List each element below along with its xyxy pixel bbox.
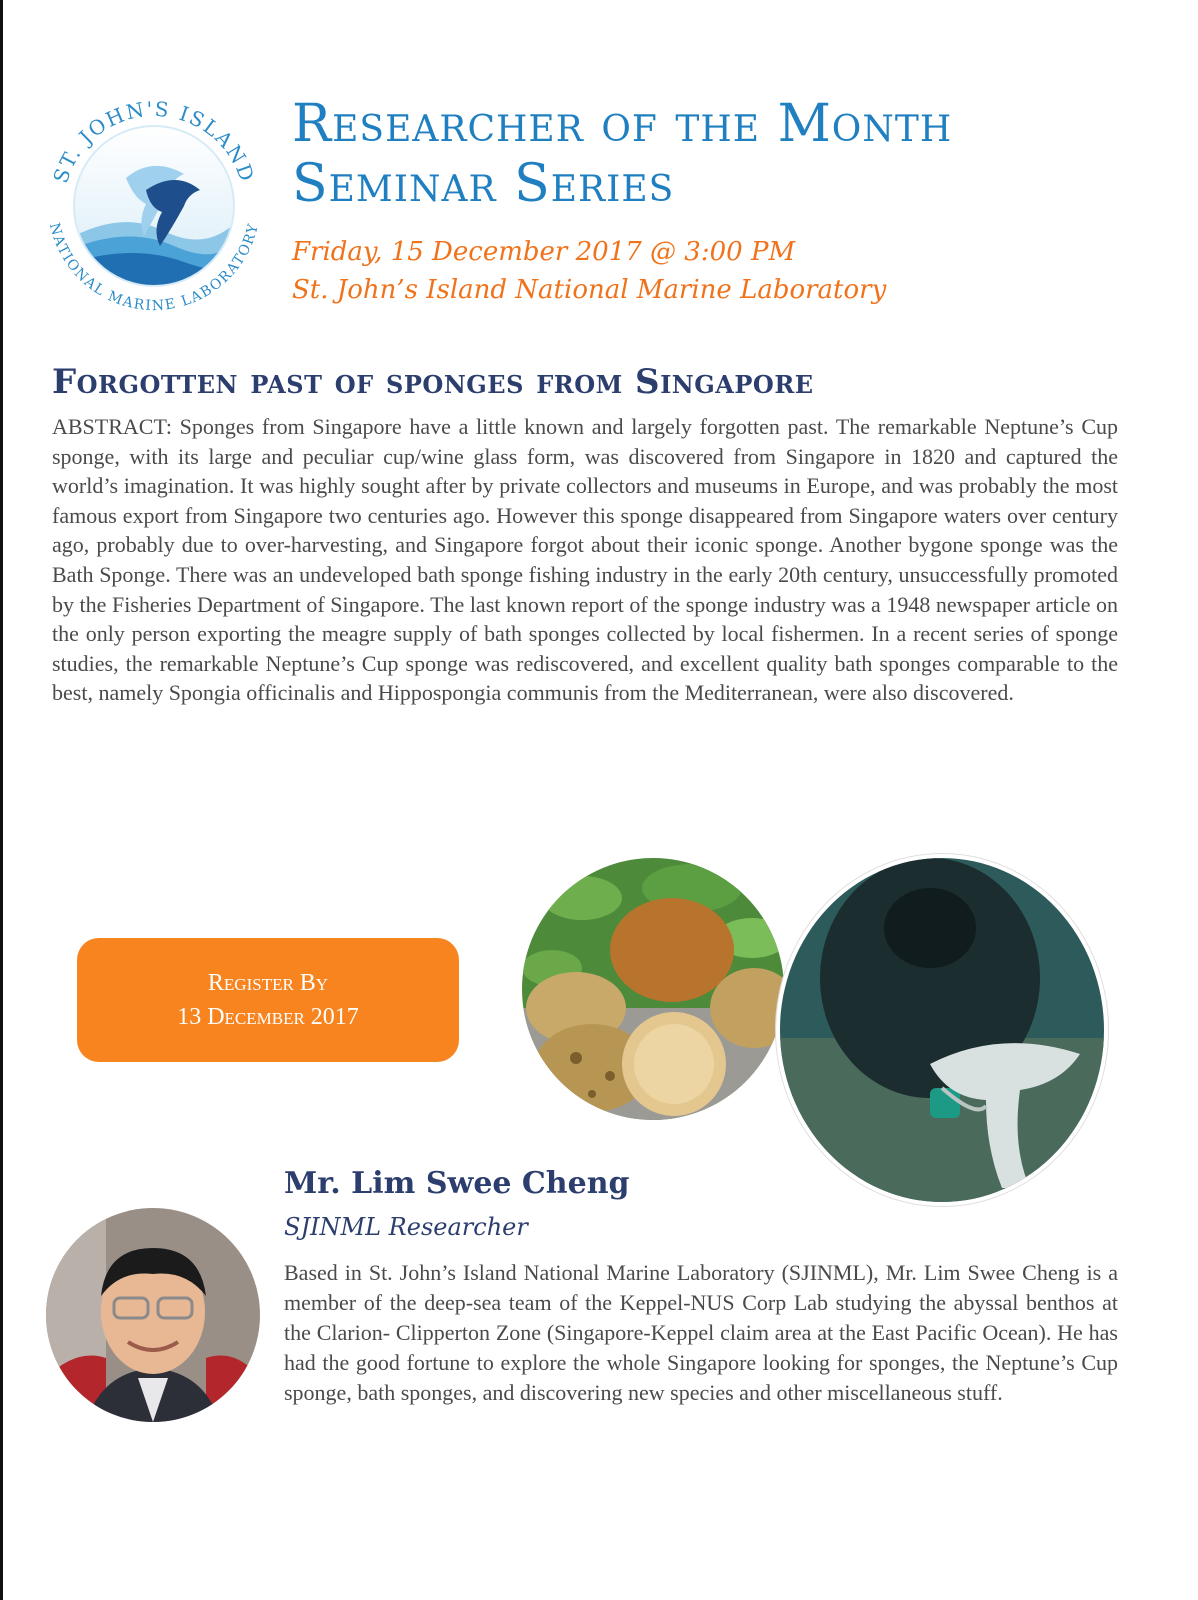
svg-text:NATIONAL MARINE LABORATORY: NATIONAL MARINE LABORATORY [45, 221, 263, 315]
speaker-role: SJINML Researcher [284, 1213, 528, 1241]
diver-neptunes-cup-photo [776, 854, 1108, 1206]
speaker-name: Mr. Lim Swee Cheng [284, 1166, 630, 1201]
talk-title: Forgotten past of sponges from Singapore [52, 362, 814, 402]
series-title [292, 94, 952, 214]
svg-text:ST. JOHN'S ISLAND: ST. JOHN'S ISLAND [48, 96, 260, 186]
speaker-bio: Based in St. John’s Island National Marine Laboratory (SJINML), Mr. Lim Swee Cheng is a member of the deep-sea team of the Keppel-NUS Corp Lab studying the abyssal benthos at the Clarion- Clipperton Zone (Singapore-Keppel claim area at the East Pacific Ocean). He has had the good fortune to explore the whole Singapore looking for sponges, the Neptune’s Cup sponge, bath sponges, and discovering new species and other miscellaneous stuff. [284, 1260, 1118, 1405]
series-title-line-2: Seminar Series [292, 154, 675, 214]
event-venue: St. John’s Island National Marine Laboratory [292, 275, 887, 305]
event-date: Friday, 15 December 2017 @ 3:00 PM [292, 237, 796, 267]
sponges-photo [522, 858, 784, 1120]
abstract-text: ABSTRACT: Sponges from Singapore have a little known and largely forgotten past. The remarkable Neptune’s Cup sponge, with its large and peculiar cup/wine glass form, was discovered from Singapore in 1820 and captured the world’s imagination. It was highly sought after by private collectors and museums in Europe, and was probably the most famous export from Singapore two centuries ago. However this sponge disappeared from Singapore waters over century ago, probably due to over-harvesting, and Singapore forgot about their iconic sponge. Another bygone sponge was the Bath Sponge. There was an undeveloped bath sponge fishing industry in the early 20th century, unsuccessfully promoted by the Fisheries Department of Singapore. The last known report of the sponge industry was a 1948 newspaper article on the only person exporting the meagre supply of bath sponges collected by local fishermen. In a recent series of sponge studies, the remarkable Neptune’s Cup sponge was rediscovered, and excellent quality bath sponges comparable to the best, namely Spongia officinalis and Hippospongia communis from the Mediterranean, were also discovered. [52, 414, 1118, 706]
register-deadline: 13 December 2017 [177, 1004, 359, 1030]
speaker-portrait [46, 1208, 260, 1422]
page-left-border [0, 0, 3, 1600]
register-label: Register By [207, 970, 329, 996]
register-by-button[interactable] [77, 938, 459, 1062]
series-title-line-1: Researcher of the Month [292, 94, 953, 154]
sjinml-logo [34, 86, 274, 326]
